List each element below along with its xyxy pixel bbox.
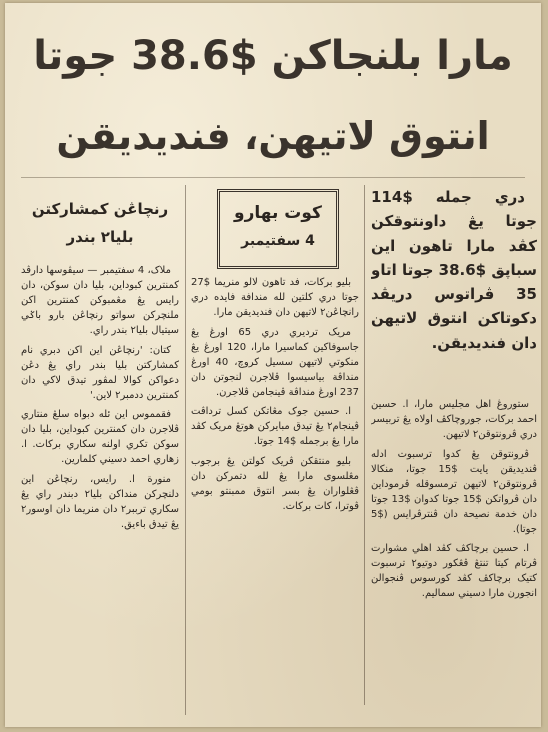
lead-paragraph: دري جمله $114 جوتا يڠ داونتوقکن کڤد مارا تاهون اين سباڽق $38.6 جوتا اتاو 35 ڤراتوس دريڤد دکوتاکن انتوق لاتيهن دان فنديديقن. [371,188,537,352]
dateline-place: کوت بهارو [234,203,322,223]
article-paragraph: ا. حسين برچاکڤ کڤد اهلي مشوارت ڤرتام کيتا تنتڠ ڤڠکور دوتيو٢ ترسبوت کتيک برچاکڤ کڤد کورسوس ڤنجوالن انجورن مارا دسيني سماليم. [371,543,537,599]
left-column-body [21,263,179,715]
article-paragraph: بليو منتقکن ڤريک کولتن يڠ برجوب مڠلسوی مارا يڠ لله دتمرکن دان ڤڠلواران يڠ بسر انتوق ممبنتو بومي ڤوترا، کات برکات. [191,455,359,512]
dateline-date: 4 سفتيمبر [241,233,315,249]
column-divider-right [364,185,365,705]
column-divider-left [185,185,186,715]
article-paragraph: منورة ا. رايس، رنچاڠن اين دلنچرکن منداکن بليا٢ دبندر راي يڠ سکاري ترببر٢ دان منريما دان اوسور٢ يڠ تيدق باءيق. [21,473,179,530]
headline-line-1: مارا بلنجاکن $38.6 جوتا [33,33,513,79]
article-paragraph: ملاک، 4 سفتيمبر — سيڤوسها دارڤد کمنترين کبوداين، بليا دان سوکن، دان رايس يڠ مڠمبوکن کمنترين اکن ملنچرکن سواتو رنچاڠن بارو باݢي سيتيال بليا٢ بندر راي. [21,265,179,336]
middle-column-body [191,275,359,711]
dateline-box [217,189,339,269]
headline-divider [21,177,525,178]
newspaper-clipping [5,3,541,727]
article-paragraph: ستوروڠ اهل مجليس مارا، ا. حسين احمد برکات، جوروچاکڤ اولاه يڠ تربيسر دري ڤرونتوقن٢ لاتيهن. [371,399,537,440]
article-paragraph: ا. حسين جوک مڠاتکن کسل ترداڤت ڤينجام٢ يڠ تيدق مبايرکن هوتڠ مريک کڤد مارا يڠ برجمله $14 جوتا. [191,406,359,447]
left-heading-line-1: رنچاڠن کمشارکتن [31,200,169,218]
left-heading-line-2: بليا٢ بندر [66,228,134,246]
right-column-lead [371,185,537,391]
headline-line-2: انتوق لاتيهن، فنديديقن [56,114,490,158]
article-paragraph: بليو برکات، فد تاهون لالو منريما $27 جوتا دري کلتين لله مندافة فايده دري رانچاڠن٢ لاتيهن دان فنديديقن مارا. [191,277,359,318]
article-paragraph: کتان: 'رنچاڠن اين اکن دبري نام کمشارکتن بليا بندر راي يڠ دڠن دعواکن کوالا لمڤور تيدق لاکي دان کمنترين ددمبر٢ لاين.' [21,344,179,401]
article-paragraph: ڤرونتوقن يڠ کدوا ترسبوت ادله ڤنديديقن يايت $15 جوتا، منکالا ڤرونتوقن٢ لاتيهن ترمسوقله ڤرموداين دان ڤرواتکن $15 جوتا کدوان $13 جوتا دان خدمة نصيحة دان ڤنترڤرايس ($5 جوتا). [371,448,537,535]
article-paragraph: مريک ترديري دري 65 اورڠ يڠ جاسوفاکين کماسيرا مارا، 120 اورڠ يڠ منکوتي لاتيهن سسيل کروچ، 40 اورڠ منداڤة بياسيسوا ڤلاجرن لنجوتن دان 237 اورڠ منداڤة ڤينجامن ڤلاجرن. [191,326,359,398]
left-article-heading [21,195,179,255]
article-paragraph: فقمموس اين ئله دبواه سلڠ منتاري ڤلاجرن دان کمنترين کبوداين، بليا دان سوکن تکري اولنه سکاري برکات. ا. زهاري احمد دسيني کلمارين. [21,409,179,465]
right-column-body [371,397,537,701]
